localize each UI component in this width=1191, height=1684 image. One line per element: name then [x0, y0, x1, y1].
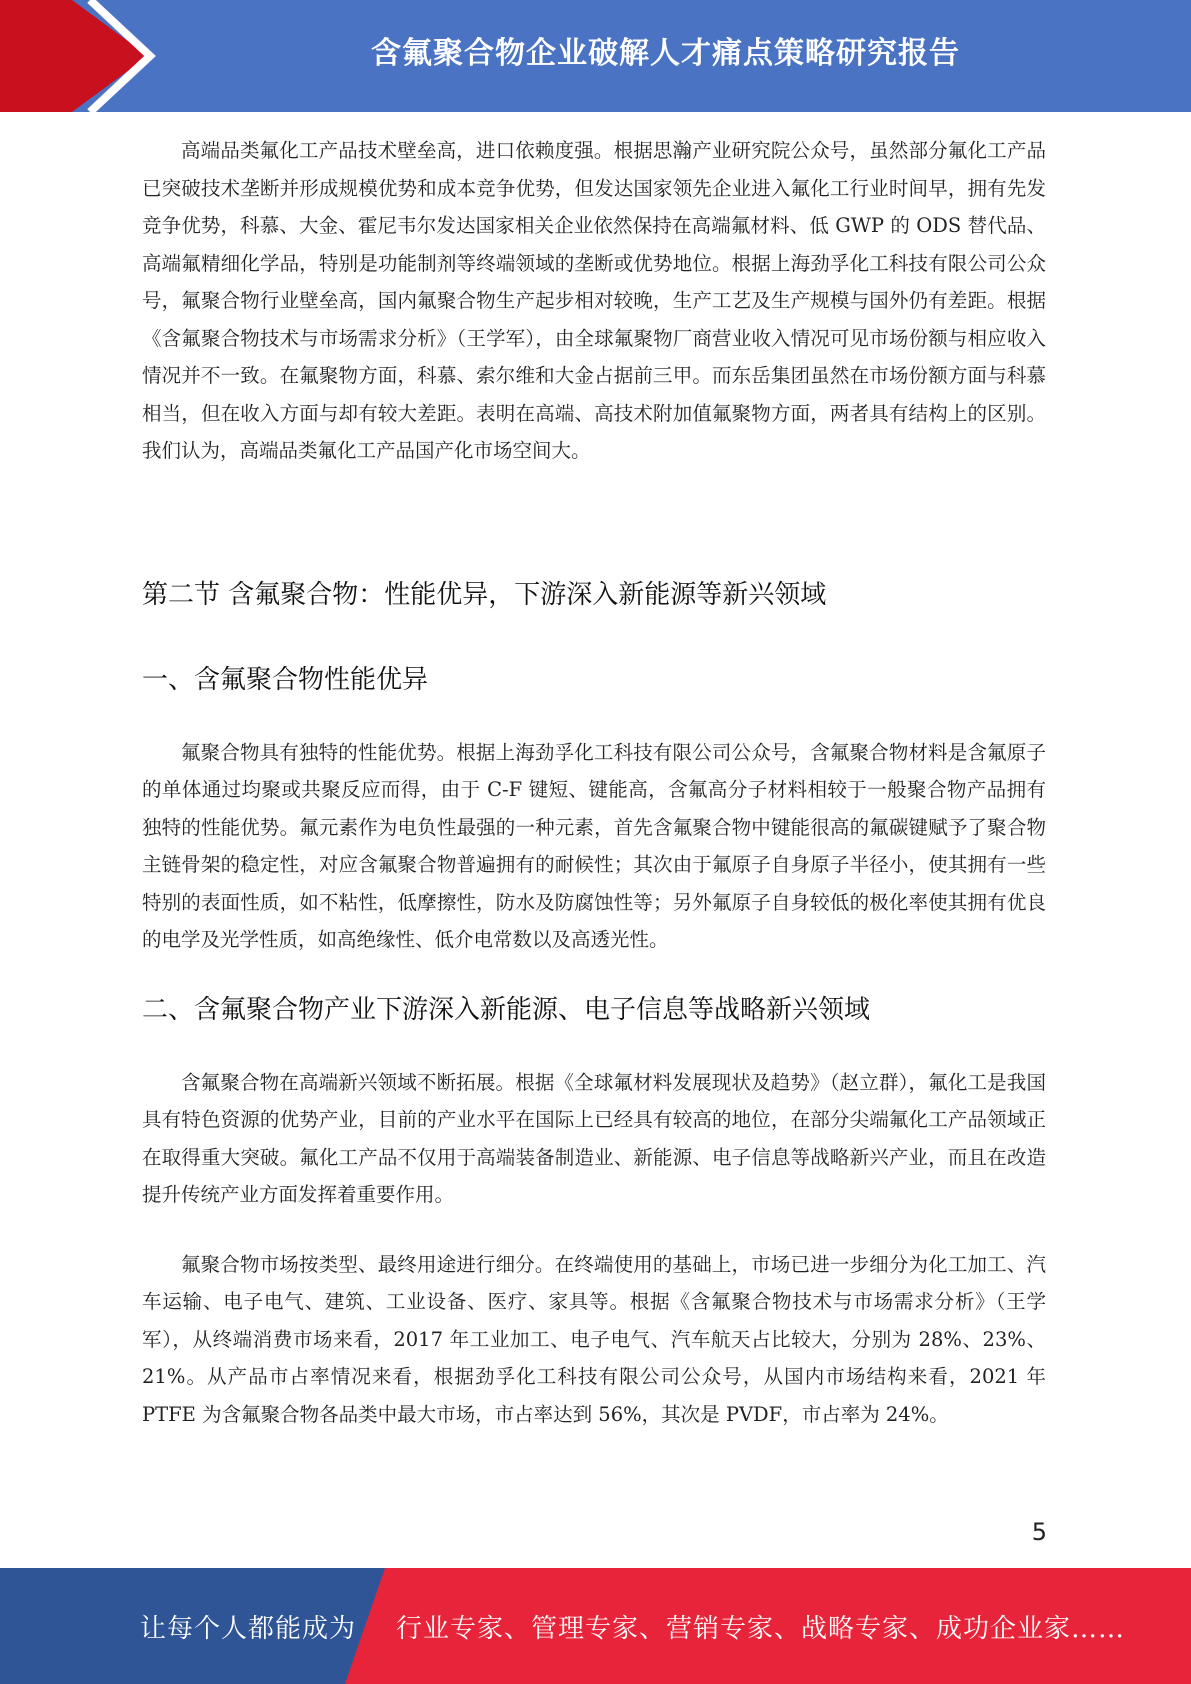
paragraph-high-end-expansion: 含氟聚合物在高端新兴领域不断拓展。根据《全球氟材料发展现状及趋势》（赵立群），氟化工是我国具有特色资源的优势产业，目前的产业水平在国际上已经具有较高的地位，在部分尖端氟化工产品领域正在取得重大突破。氟化工产品不仅用于高端装备制造业、新能源、电子信息等战略新兴产业，而且在改造提升传统产业方面发挥着重要作用。: [142, 1070, 1046, 1206]
subsection-title-downstream: 二、含氟聚合物产业下游深入新能源、电子信息等战略新兴领域: [142, 994, 871, 1025]
footer-banner: [0, 1568, 1191, 1684]
paragraph-market-segmentation: 氟聚合物市场按类型、最终用途进行细分。在终端使用的基础上，市场已进一步细分为化工加工、汽车运输、电子电气、建筑、工业设备、医疗、家具等。根据《含氟聚合物技术与市场需求分析》（王学军），从终端消费市场来看，2017 年工业加工、电子电气、汽车航天占比较大，分别为 28%、23%、21%。从产品市占率情况来看，根据劲孚化工科技有限公司公众号，从国内市场结构来看，2021 年 PTFE 为含氟聚合物各品类中最大市场，市占率达到 56%，其次是 PVDF，市占率为 24%。: [142, 1252, 1046, 1426]
paragraph-performance: 氟聚合物具有独特的性能优势。根据上海劲孚化工科技有限公司公众号，含氟聚合物材料是含氟原子的单体通过均聚或共聚反应而得，由于 C-F 键短、键能高，含氟高分子材料相较于一般聚合物产品拥有独特的性能优势。氟元素作为电负性最强的一种元素，首先含氟聚合物中键能很高的氟碳键赋予了聚合物主链骨架的稳定性，对应含氟聚合物普遍拥有的耐候性；其次由于氟原子自身原子半径小，使其拥有一些特别的表面性质，如不粘性，低摩擦性，防水及防腐蚀性等；另外氟原子自身较低的极化率使其拥有优良的电学及光学性质，如高绝缘性、低介电常数以及高透光性。: [142, 740, 1046, 951]
footer-slogan-left: 让每个人都能成为: [140, 1613, 357, 1644]
header-banner: [0, 0, 1191, 112]
page-number: 5: [1031, 1518, 1047, 1546]
report-title: 含氟聚合物企业破解人才痛点策略研究报告: [371, 36, 960, 71]
page-content: [142, 132, 1046, 1433]
footer-slogan-right: 行业专家、管理专家、营销专家、战略专家、成功企业家……: [396, 1613, 1126, 1644]
paragraph-high-end-barriers: 高端品类氟化工产品技术壁垒高，进口依赖度强。根据思瀚产业研究院公众号，虽然部分氟化工产品已突破技术垄断并形成规模优势和成本竞争优势，但发达国家领先企业进入氟化工行业时间早，拥有先发竞争优势，科慕、大金、霍尼韦尔发达国家相关企业依然保持在高端氟材料、低 GWP 的 ODS 替代品、高端氟精细化学品，特别是功能制剂等终端领域的垄断或优势地位。根据上海劲孚化工科技有限公司公众号，氟聚合物行业壁垒高，国内氟聚合物生产起步相对较晚，生产工艺及生产规模与国外仍有差距。根据《含氟聚合物技术与市场需求分析》（王学军），由全球氟聚物厂商营业收入情况可见市场份额与相应收入情况并不一致。在氟聚物方面，科慕、索尔维和大金占据前三甲。而东岳集团虽然在市场份额方面与科慕相当，但在收入方面与却有较大差距。表明在高端、高技术附加值氟聚物方面，两者具有结构上的区别。我们认为，高端品类氟化工产品国产化市场空间大。: [142, 139, 1046, 462]
section-title: 第二节 含氟聚合物：性能优异，下游深入新能源等新兴领域: [142, 579, 827, 610]
subsection-title-performance: 一、含氟聚合物性能优异: [142, 664, 429, 695]
